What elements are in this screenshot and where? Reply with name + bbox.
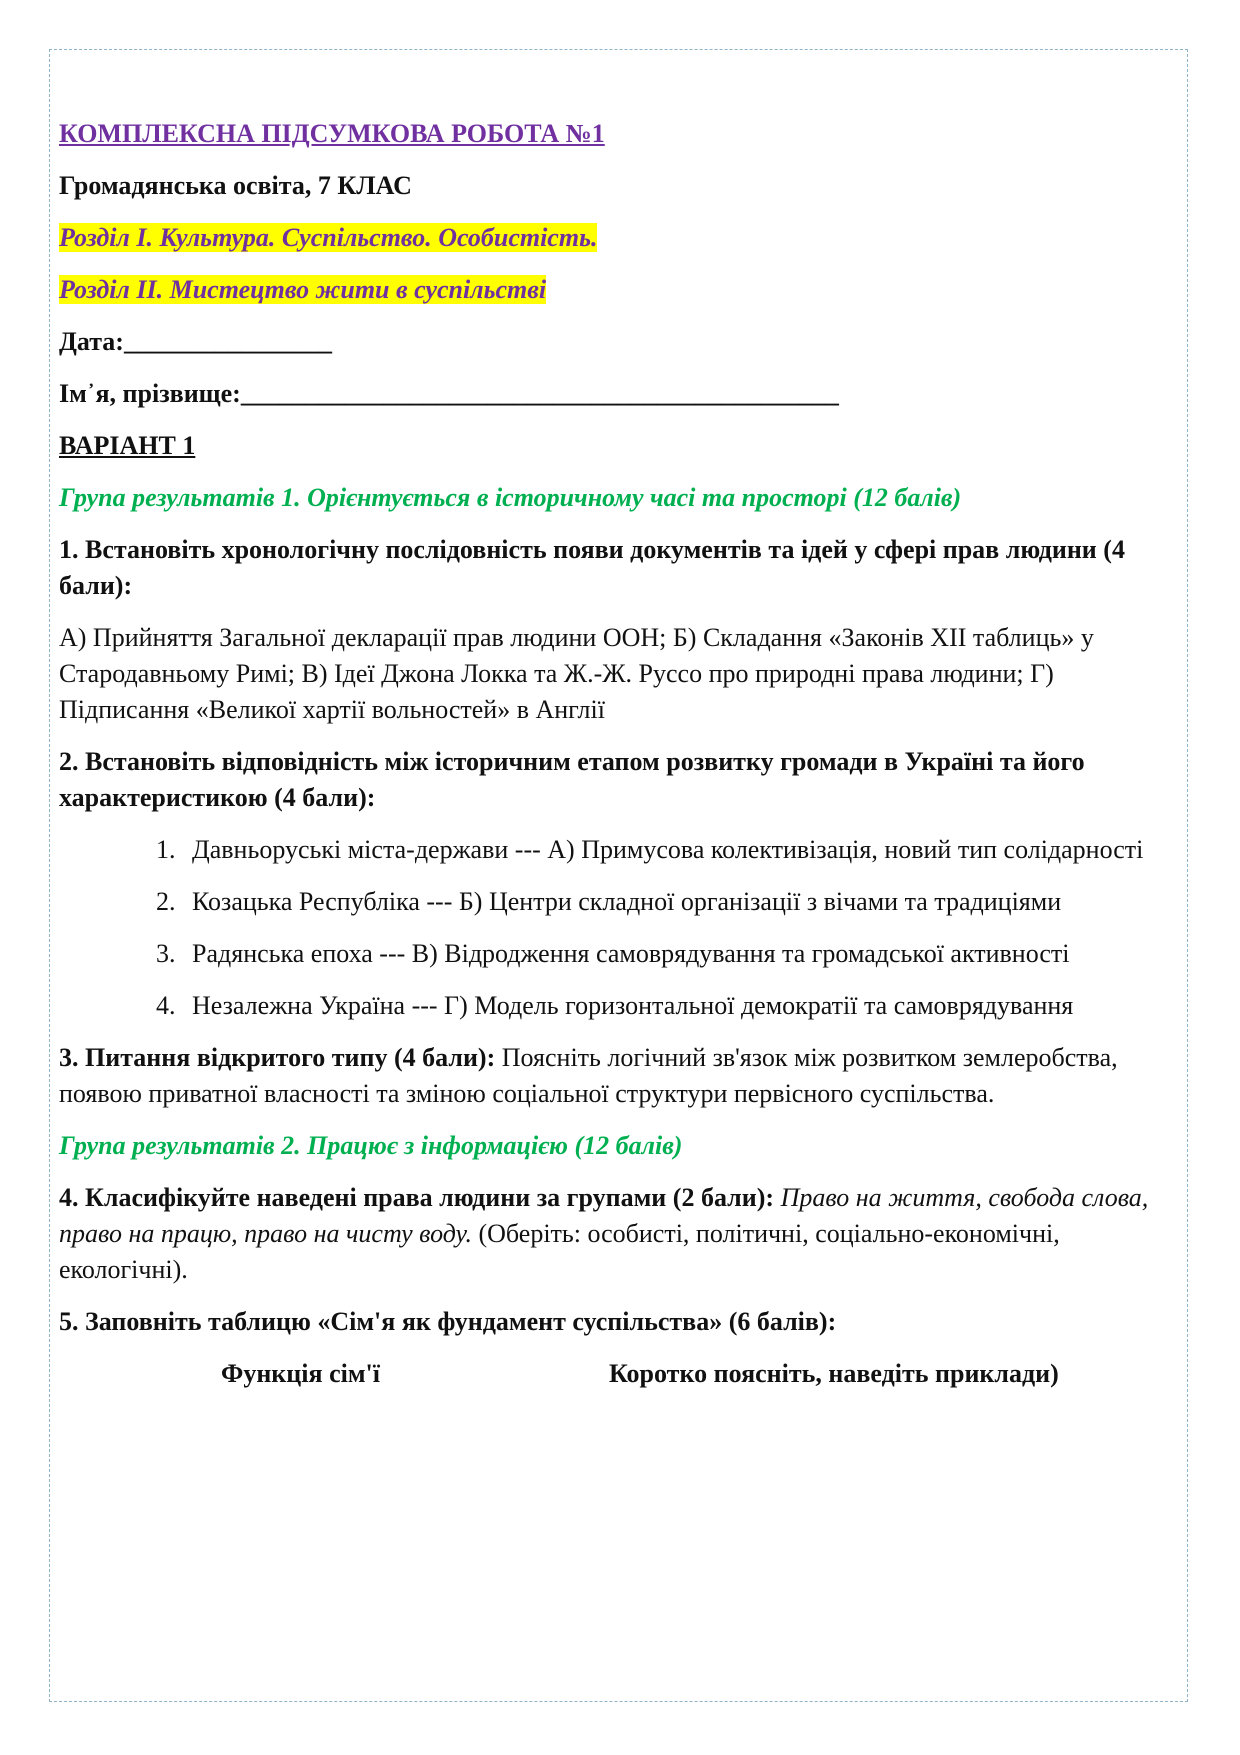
list-item (59, 832, 1169, 868)
list-item-number: 3. (156, 939, 176, 968)
question-1-options: А) Прийняття Загальної декларації прав людини ООН; Б) Складання «Законів XII таблиць» у Стародавньому Римі; В) Ідеї Джона Локка та Ж.-Ж. Руссо про природні права людини; Г) Підписання «Великої хартії вольностей» в Англії (59, 623, 1094, 724)
section-one-text: Розділ І. Культура. Суспільство. Особистість. (59, 223, 598, 252)
table-column-explanation: Коротко поясніть, наведіть приклади) (609, 1359, 1059, 1388)
question-1: 1. Встановіть хронологічну послідовність появи документів та ідей у сфері прав людини (4 бали): (59, 535, 1125, 600)
question-4-rights-list: Право на життя, свобода слова, право на працю, право на чисту воду. (59, 1183, 1149, 1248)
family-table-header (59, 1356, 1169, 1396)
question-4-lead: 4. Класифікуйте наведені права людини за групами (2 бали): (59, 1183, 775, 1212)
list-item-text: Козацька Республіка --- Б) Центри складної організації з вічами та традиціями (192, 887, 1062, 916)
worksheet-title: КОМПЛЕКСНА ПІДСУМКОВА РОБОТА №1 (59, 119, 605, 148)
result-group-two: Група результатів 2. Працює з інформацією (12 балів) (59, 1131, 683, 1160)
question-2-matching-list (59, 832, 1169, 1024)
question-4-hint: (Оберіть: особисті, політичні, соціально-економічні, екологічні). (59, 1219, 1060, 1284)
date-field: Дата:________________ (59, 327, 332, 356)
section-two-text: Розділ ІІ. Мистецтво жити в суспільстві (59, 275, 547, 304)
list-item (59, 988, 1169, 1024)
subject-and-grade: Громадянська освіта, 7 КЛАС (59, 171, 412, 200)
question-3-lead: 3. Питання відкритого типу (4 бали): (59, 1043, 496, 1072)
table-column-function: Функція сім'ї (221, 1359, 380, 1388)
list-item-number: 1. (156, 835, 176, 864)
section-two-heading (59, 272, 1169, 308)
question-3 (59, 1040, 1169, 1112)
question-2: 2. Встановіть відповідність між історичним етапом розвитку громади в Україні та його характеристикою (4 бали): (59, 747, 1085, 812)
list-item-text: Радянська епоха --- В) Відродження самоврядування та громадської активності (192, 939, 1070, 968)
list-item (59, 884, 1169, 920)
question-5: 5. Заповніть таблицю «Сім'я як фундамент суспільства» (6 балів): (59, 1307, 837, 1336)
list-item-text: Незалежна Україна --- Г) Модель горизонтальної демократії та самоврядування (192, 991, 1074, 1020)
name-field: Ім᾿я, прізвище:______________________________________________ (59, 379, 839, 408)
result-group-one: Група результатів 1. Орієнтується в історичному часі та просторі (12 балів) (59, 483, 962, 512)
worksheet-content (59, 116, 1169, 1396)
question-3-text: Поясніть логічний зв'язок між розвитком землеробства, появою приватної власності та зміною соціальної структури первісного суспільства. (59, 1043, 1118, 1108)
list-item-text: Давньоруські міста-держави --- А) Примусова колективізація, новий тип солідарності (192, 835, 1144, 864)
list-item (59, 936, 1169, 972)
section-one-heading (59, 220, 1169, 256)
list-item-number: 2. (156, 887, 176, 916)
list-item-number: 4. (156, 991, 176, 1020)
question-4 (59, 1180, 1169, 1288)
variant-heading: ВАРІАНТ 1 (59, 431, 196, 460)
